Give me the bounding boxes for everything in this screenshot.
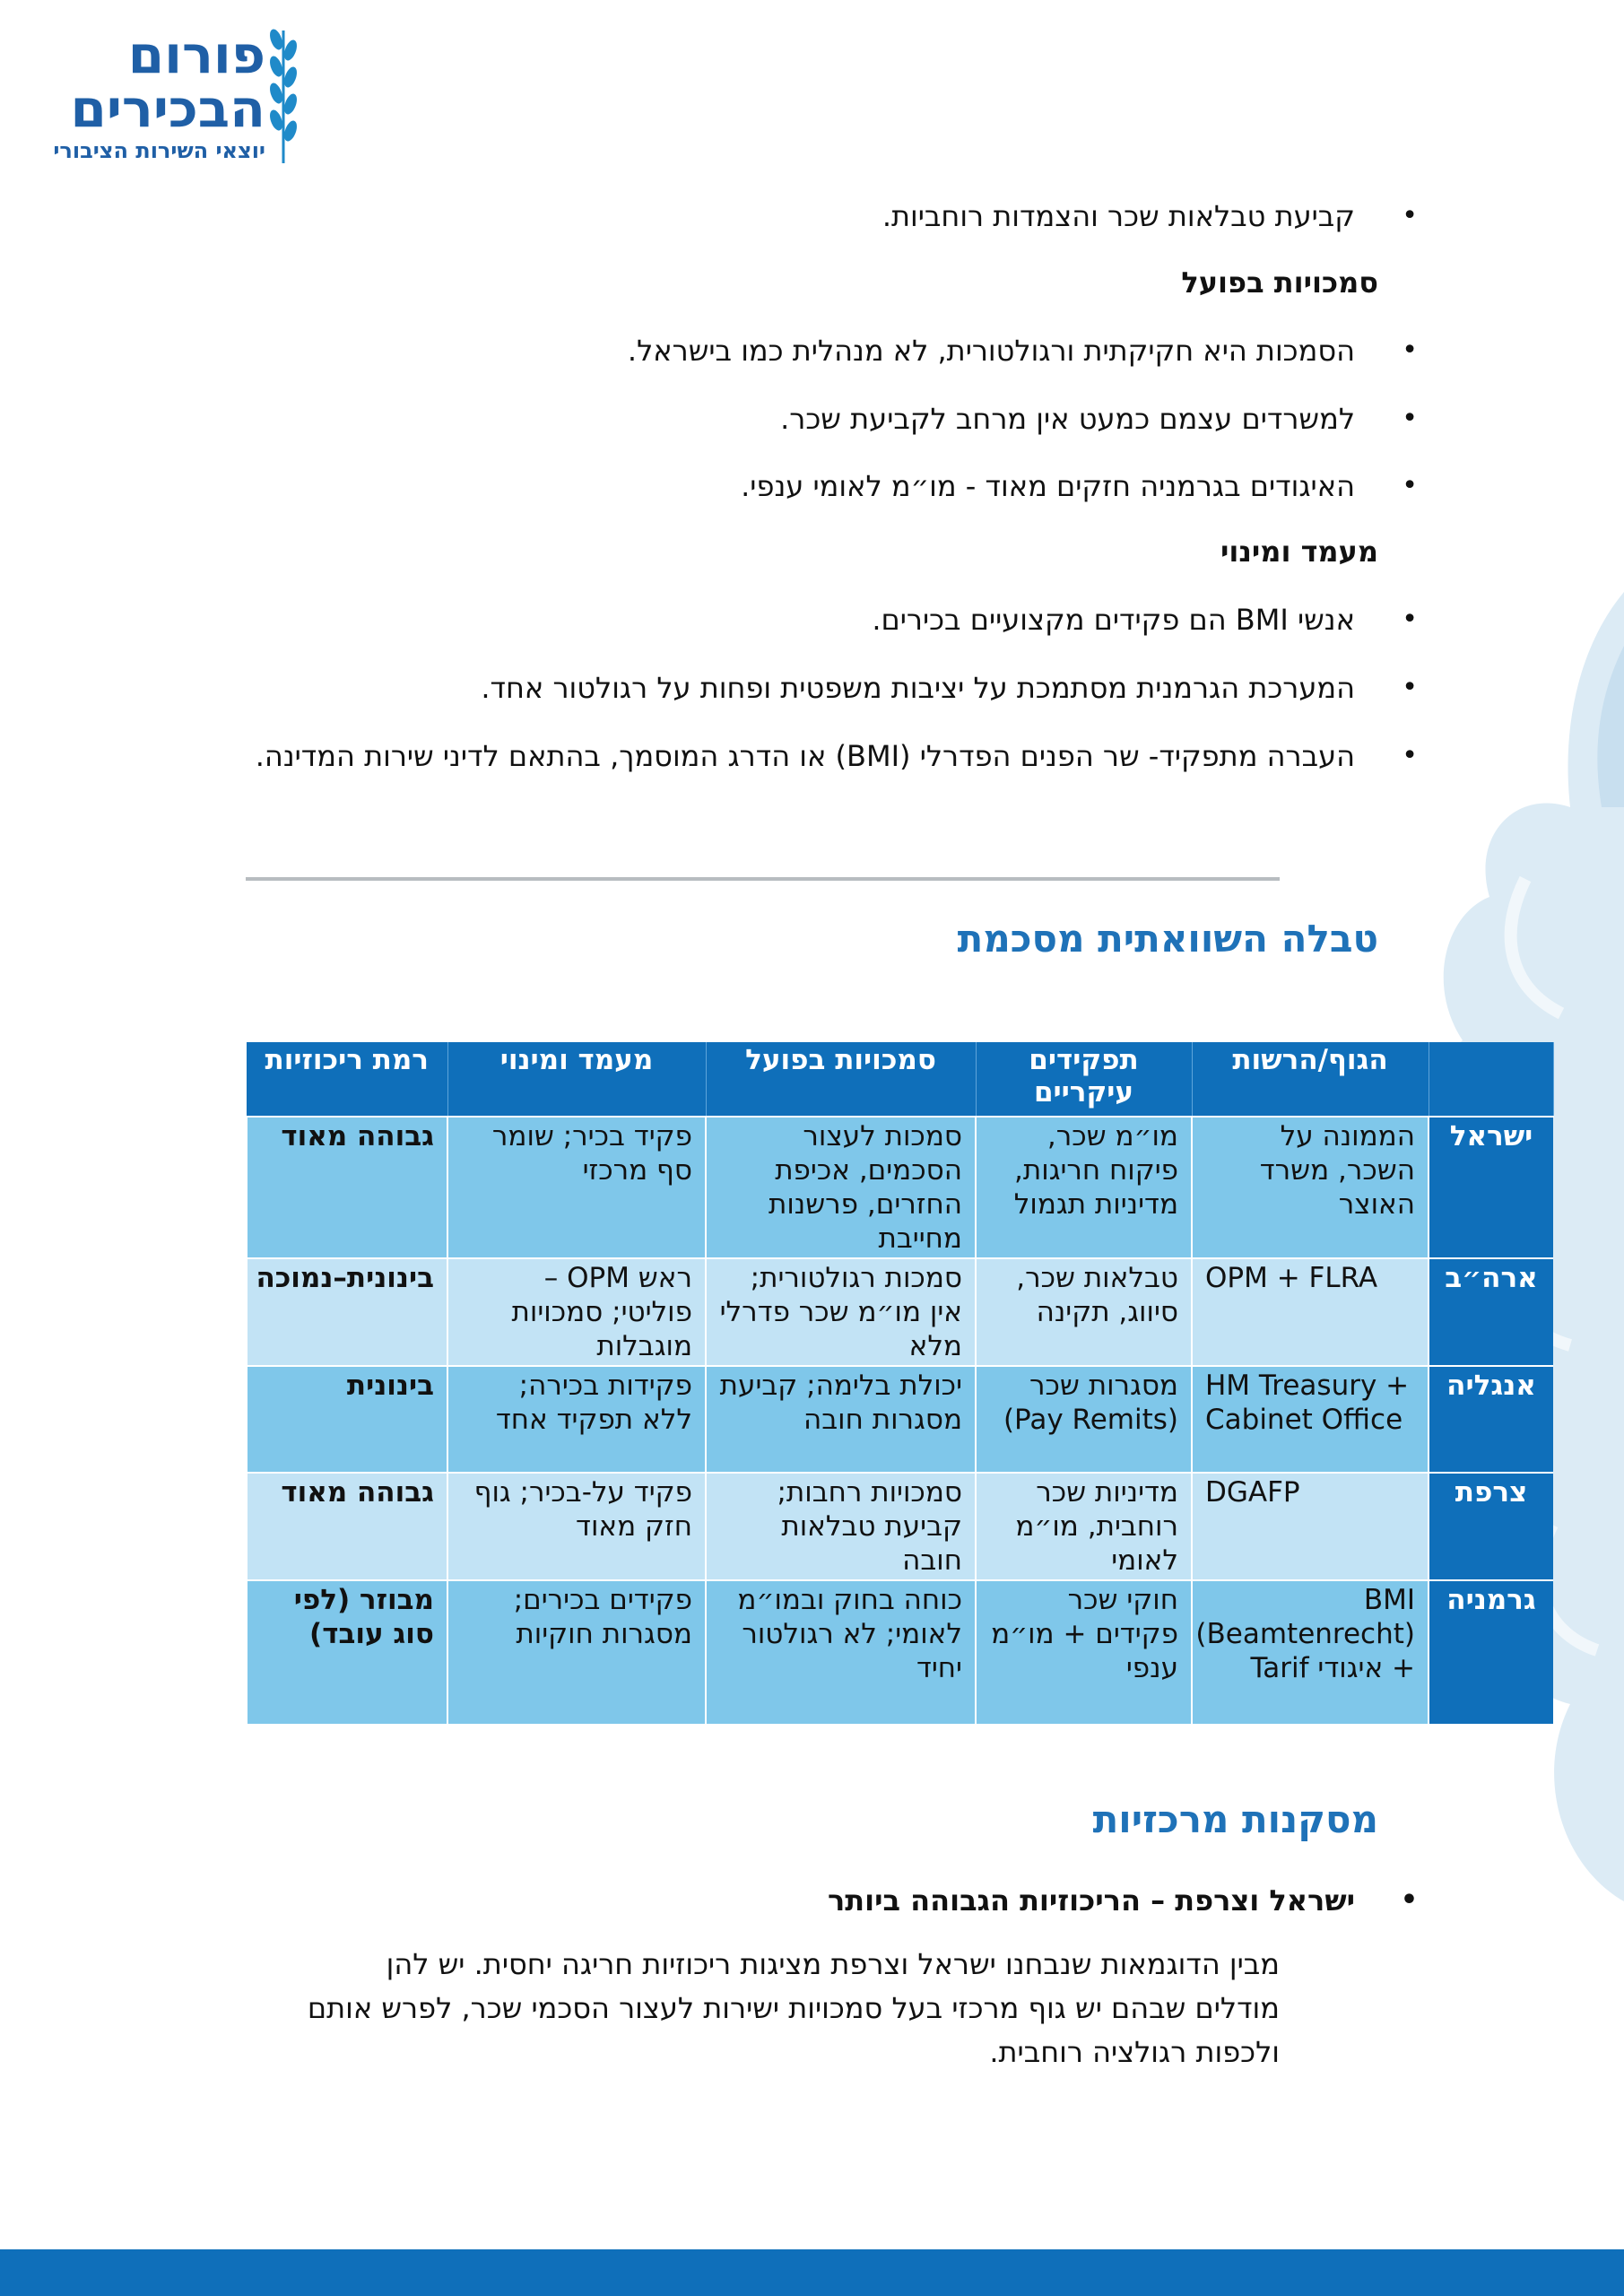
list-item: • אנשי BMI הם פקידים מקצועיים בכירים. bbox=[188, 597, 1355, 642]
table-row bbox=[247, 1580, 1553, 1724]
column-header: מעמד ומינוי bbox=[447, 1042, 706, 1117]
logo-tagline: יוצאי השירות הציבורי bbox=[53, 138, 265, 163]
body-cell: BMI (Beamtenrecht) + איגודי Tarif bbox=[1192, 1580, 1429, 1724]
powers-cell: סמכות רגולטורית; אין מו״מ שכר פדרלי מלא bbox=[706, 1258, 976, 1366]
section-heading-authority: סמכויות בפועל bbox=[1181, 265, 1378, 300]
list-item: • למשרדים עצמם כמעט אין מרחב לקביעת שכר. bbox=[188, 396, 1355, 441]
body-cell: OPM + FLRA bbox=[1192, 1258, 1429, 1366]
table-row bbox=[247, 1258, 1553, 1366]
roles-cell: מדיניות שכר רוחבית, מו״מ לאומי bbox=[976, 1473, 1192, 1580]
country-cell: צרפת bbox=[1429, 1473, 1553, 1580]
status-cell: פקידות בכירה; ללא תפקיד אחד bbox=[447, 1366, 706, 1473]
status-cell: פקיד בכיר; שומר סף מרכזי bbox=[447, 1117, 706, 1258]
table-row bbox=[247, 1117, 1553, 1258]
list-item: • האיגודים בגרמניה חזקים מאוד - מו״מ לאומי ענפי. bbox=[188, 464, 1355, 509]
table-header-row bbox=[247, 1042, 1553, 1117]
list-item: • העברה מתפקיד- שר הפנים הפדרלי (BMI) או הדרג המוסמך, בהתאם לדיני שירות המדינה. bbox=[188, 734, 1355, 778]
section-heading-status: מעמד ומינוי bbox=[1220, 535, 1378, 569]
column-header: רמת ריכוזיות bbox=[247, 1042, 447, 1117]
body-cell: DGAFP bbox=[1192, 1473, 1429, 1580]
powers-cell: כוחה בחוק ובמו״מ לאומי; לא רגולטור יחיד bbox=[706, 1580, 976, 1724]
logo-line-2: הבכירים bbox=[70, 78, 265, 139]
powers-cell: סמכויות רחבות; קביעת טבלאות חובה bbox=[706, 1473, 976, 1580]
risk-cell: גבוהה מאוד bbox=[247, 1117, 447, 1258]
roles-cell: מו״מ שכר, פיקוח חריגות, מדיניות תגמול bbox=[976, 1117, 1192, 1258]
powers-cell: סמכות לעצור הסכמים, אכיפת החזרים, פרשנות מחייבת bbox=[706, 1117, 976, 1258]
risk-cell: בינונית bbox=[247, 1366, 447, 1473]
column-header bbox=[1429, 1042, 1553, 1117]
logo-line-1: פורום bbox=[127, 24, 265, 85]
roles-cell: חוקי שכר פקידים + מו״מ ענפי bbox=[976, 1580, 1192, 1724]
list-item: • ישראל וצרפת – הריכוזיות הגבוהה ביותר bbox=[188, 1878, 1355, 1923]
country-cell: ארה״ב bbox=[1429, 1258, 1553, 1366]
status-cell: פקיד על-בכיר; גוף חזק מאוד bbox=[447, 1473, 706, 1580]
list-item: • הסמכות היא חקיקתית ורגולטורית, לא מנהלית כמו בישראל. bbox=[188, 328, 1355, 373]
country-cell: גרמניה bbox=[1429, 1580, 1553, 1724]
roles-cell: מסגרות שכר (Pay Remits) bbox=[976, 1366, 1192, 1473]
laurel-branch-icon bbox=[265, 22, 301, 165]
risk-cell: מבוזר (לפי סוג עובד) bbox=[247, 1580, 447, 1724]
body-cell: HM Treasury + Cabinet Office bbox=[1192, 1366, 1429, 1473]
country-cell: אנגליה bbox=[1429, 1366, 1553, 1473]
country-cell: ישראל bbox=[1429, 1117, 1553, 1258]
status-cell: פקידים בכירים; מסגרות חוקיות bbox=[447, 1580, 706, 1724]
body-cell: הממונה על השכר, משרד האוצר bbox=[1192, 1117, 1429, 1258]
table-row bbox=[247, 1473, 1553, 1580]
table-row bbox=[247, 1366, 1553, 1473]
conclusions-title: מסקנות מרכזיות bbox=[1092, 1797, 1378, 1841]
comparison-table bbox=[246, 1042, 1554, 1724]
table-title: טבלה השוואתית מסכמת bbox=[957, 917, 1378, 961]
column-header: תפקידים עיקריים bbox=[976, 1042, 1192, 1117]
column-header: הגוף/הרשות bbox=[1192, 1042, 1429, 1117]
forum-logo bbox=[32, 22, 301, 165]
risk-cell: גבוהה מאוד bbox=[247, 1473, 447, 1580]
conclusions-paragraph: מבין הדוגמאות שנבחנו ישראל וצרפת מציגות ריכוזיות חריגה יחסית. יש להן מודלים שבהם יש גוף מרכזי בעל סמכויות ישירות לעצור הסכמי שכר, לפרש אותם ולכפות רגולציה רוחבית. bbox=[307, 1947, 1280, 2069]
list-item: • קביעת טבלאות שכר והצמדות רוחביות. bbox=[188, 194, 1355, 239]
status-cell: ראש OPM – פוליטי; סמכויות מוגבלות bbox=[447, 1258, 706, 1366]
list-item: • המערכת הגרמנית מסתמכת על יציבות משפטית ופחות על רגולטור אחד. bbox=[188, 665, 1355, 710]
powers-cell: יכולת בלימה; קביעת מסגרות חובה bbox=[706, 1366, 976, 1473]
section-divider bbox=[246, 877, 1280, 881]
risk-cell: בינונית–נמוכה bbox=[247, 1258, 447, 1366]
footer-bar bbox=[0, 2249, 1624, 2296]
column-header: סמכויות בפועל bbox=[706, 1042, 976, 1117]
roles-cell: טבלאות שכר, סיווג, תקינה bbox=[976, 1258, 1192, 1366]
